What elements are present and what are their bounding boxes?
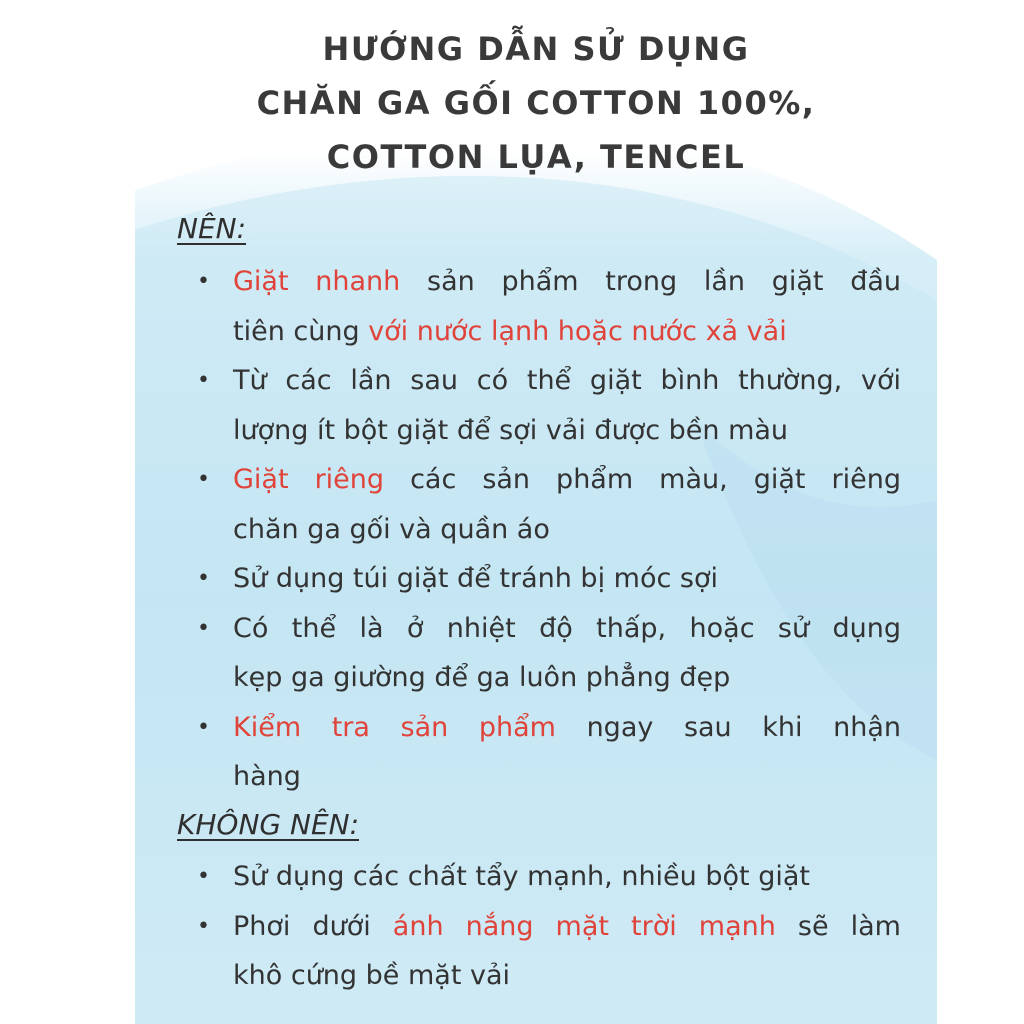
list-item: [191, 356, 901, 455]
highlight-text: Giặt riêng: [233, 464, 385, 495]
title-line-3: COTTON LỤA, TENCEL: [326, 138, 746, 176]
item-text: ngay sau khi nhận: [555, 711, 901, 743]
bullet: •: [197, 368, 210, 393]
list-item: [191, 703, 901, 802]
do-list: [191, 257, 901, 802]
item-text: sản phẩm trong lần giặt đầu: [400, 266, 901, 297]
item-text: Sử dụng các chất tẩy mạnh, nhiều bột giặt: [233, 861, 810, 892]
bullet: •: [197, 864, 210, 889]
bullet: •: [197, 566, 210, 591]
item-text: kẹp ga giường để ga luôn phẳng đẹp: [233, 662, 731, 693]
item-text: tiên cùng: [233, 315, 369, 347]
bullet: •: [197, 615, 210, 641]
highlight-text: Giặt nhanh: [233, 266, 401, 297]
bullet: •: [197, 467, 210, 492]
list-item: [191, 257, 901, 356]
list-item: [191, 604, 901, 703]
list-item: [191, 554, 901, 604]
highlight-text: Kiểm tra sản phẩm: [233, 711, 556, 743]
dont-list: [191, 852, 901, 1001]
item-text: các sản phẩm màu, giặt riêng: [384, 464, 901, 495]
bullet: •: [197, 714, 210, 740]
item-text: Có thể là ở nhiệt độ thấp, hoặc sử dụng: [233, 612, 901, 644]
list-item: [191, 455, 901, 554]
list-item: [191, 852, 901, 902]
do-heading: NÊN:: [177, 212, 247, 245]
guide-card: [135, 0, 937, 1024]
bullet: •: [197, 269, 210, 294]
item-text: Phơi dưới: [233, 910, 393, 942]
highlight-text: với nước lạnh hoặc nước xả vải: [368, 315, 787, 347]
list-item: [191, 902, 901, 1001]
item-text: Sử dụng túi giặt để tránh bị móc sợi: [233, 563, 718, 594]
item-text: chăn ga gối và quần áo: [233, 513, 550, 545]
dont-heading: KHÔNG NÊN:: [177, 808, 360, 841]
page-title: [135, 22, 937, 184]
item-text: sẽ làm: [775, 910, 901, 942]
bullet: •: [197, 913, 210, 939]
item-text: lượng ít bột giặt để sợi vải được bền màu: [233, 414, 789, 446]
item-text: hàng: [233, 761, 301, 792]
title-line-2: CHĂN GA GỐI COTTON 100%,: [256, 84, 816, 122]
item-text: khô cứng bề mặt vải: [233, 960, 511, 991]
title-line-1: HƯỚNG DẪN SỬ DỤNG: [322, 30, 750, 68]
item-text: Từ các lần sau có thể giặt bình thường, với: [233, 365, 901, 396]
highlight-text: ánh nắng mặt trời mạnh: [392, 910, 776, 942]
